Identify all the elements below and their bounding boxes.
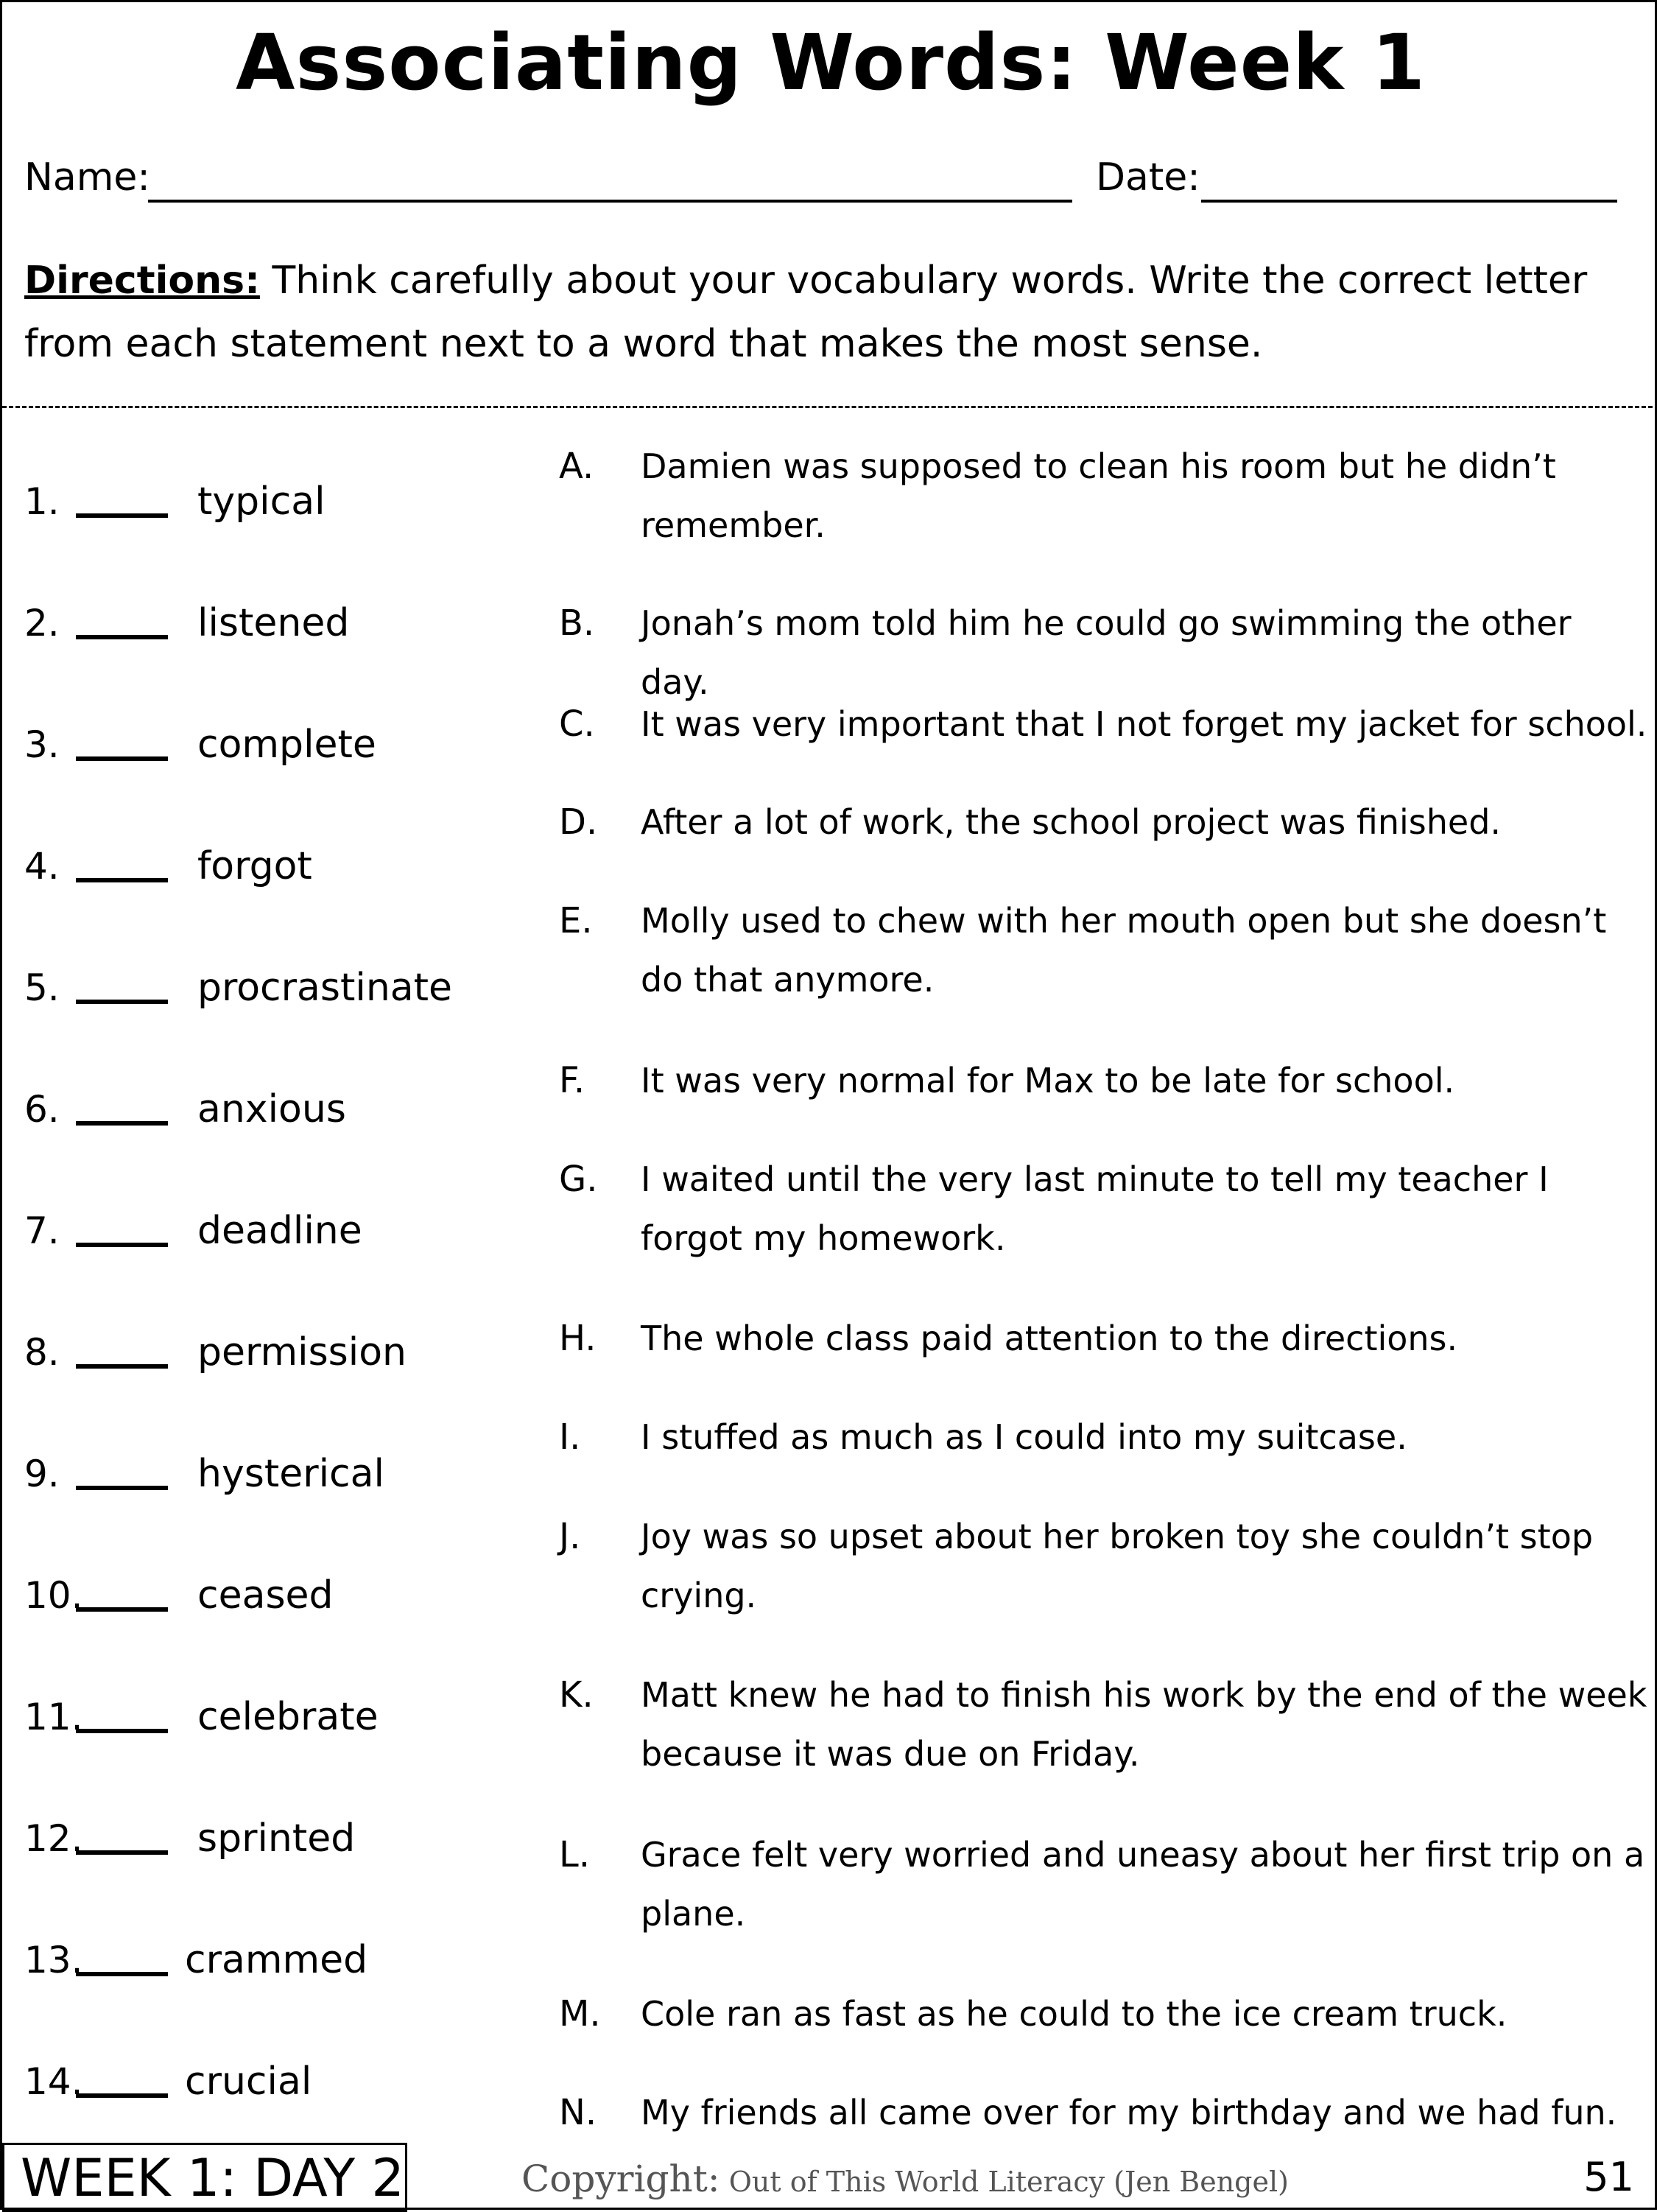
date-line[interactable] [1201,200,1617,203]
statement-text: Molly used to chew with her mouth open but she doesn’t do that anymore. [641,901,1607,1000]
vocab-word: celebrate [197,1695,379,1739]
statement-text: Damien was supposed to clean his room but he didn’t remember. [641,446,1556,545]
word-number: 9. [24,1453,60,1495]
vocab-word: forgot [197,844,312,888]
vocab-word: ceased [197,1573,334,1618]
answer-blank[interactable] [76,756,168,761]
directions [24,249,1608,376]
answer-blank[interactable] [76,1364,168,1369]
word-number: 1. [24,480,60,523]
statement-text: Grace felt very worried and uneasy about her first trip on a plane. [641,1835,1645,1934]
directions-text: Think carefully about your vocabulary words. Write the correct letter from each statement next to a word that makes the most sense. [24,259,1588,366]
word-number: 11. [24,1696,83,1738]
copyright-label: Copyright: [521,2157,720,2200]
dashed-divider [2,406,1657,408]
word-number: 14. [24,2060,83,2103]
answer-blank[interactable] [76,1000,168,1004]
date-label: Date: [1096,155,1200,200]
statement-letter: J. [559,1516,581,1557]
statement-text: Matt knew he had to finish his work by the end of the week because it was due on Friday. [641,1675,1647,1774]
copyright-text: Out of This World Literacy (Jen Bengel) [728,2166,1289,2198]
page-title: Associating Words: Week 1 [236,18,1426,108]
statement-text: After a lot of work, the school project was finished. [641,802,1502,842]
name-label: Name: [24,155,150,200]
vocab-word: typical [197,480,326,524]
statement-letter: F. [559,1060,585,1101]
word-number: 6. [24,1088,60,1131]
statement-text: My friends all came over for my birthday and we had fun. [641,2093,1617,2132]
word-number: 7. [24,1209,60,1252]
vocab-word: permission [197,1330,407,1374]
word-number: 5. [24,966,60,1009]
answer-blank[interactable] [76,513,168,518]
statement-letter: E. [559,900,593,941]
statement-letter: G. [559,1159,598,1200]
vocab-word: sprinted [197,1816,356,1861]
word-number: 8. [24,1331,60,1374]
answer-blank[interactable] [76,2093,168,2098]
statement-letter: I. [559,1416,581,1458]
answer-blank[interactable] [76,1121,168,1126]
answer-blank[interactable] [76,1486,168,1490]
answer-blank[interactable] [76,1243,168,1247]
answer-blank[interactable] [76,1850,168,1855]
name-line[interactable] [148,200,1072,203]
week-day-box [2,2143,407,2212]
copyright [521,2157,1289,2204]
answer-blank[interactable] [76,1607,168,1612]
statement-letter: H. [559,1318,597,1359]
statement-letter: C. [559,703,595,745]
answer-blank[interactable] [76,878,168,882]
answer-blank[interactable] [76,1729,168,1733]
statement-letter: K. [559,1674,594,1716]
vocab-word: complete [197,723,376,767]
answer-blank[interactable] [76,635,168,639]
word-number: 2. [24,602,60,645]
vocab-word: crucial [185,2060,312,2104]
statement-letter: L. [559,1834,590,1875]
statement-text: Joy was so upset about her broken toy she couldn’t stop crying. [641,1517,1594,1615]
week-day-label: WEEK 1: DAY 2 [21,2148,404,2208]
statement-text: Jonah’s mom told him he could go swimming the other day. [641,603,1572,702]
vocab-word: deadline [197,1209,362,1253]
word-number: 12. [24,1817,83,1860]
word-number: 13. [24,1939,83,1981]
statement-text: It was very important that I not forget my jacket for school. [641,704,1647,744]
vocab-word: anxious [197,1087,346,1131]
statement-letter: D. [559,801,598,843]
word-number: 10. [24,1574,83,1617]
directions-label: Directions: [24,259,260,303]
statement-text: I stuffed as much as I could into my suitcase. [641,1417,1407,1457]
statement-text: Cole ran as fast as he could to the ice cream truck. [641,1994,1508,2034]
word-number: 4. [24,845,60,888]
vocab-word: listened [197,601,350,645]
answer-blank[interactable] [76,1972,168,1976]
vocab-word: procrastinate [197,966,453,1010]
statement-text: I waited until the very last minute to tell my teacher I forgot my homework. [641,1159,1549,1258]
statement-letter: A. [559,446,594,487]
vocab-word: crammed [185,1938,368,1982]
vocab-word: hysterical [197,1452,384,1496]
word-number: 3. [24,723,60,766]
page-number: 51 [1583,2154,1634,2200]
statement-letter: N. [559,2092,597,2133]
statement-text: The whole class paid attention to the directions. [641,1319,1458,1358]
statement-letter: B. [559,603,595,644]
statement-letter: M. [559,1993,601,2034]
statement-text: It was very normal for Max to be late for school. [641,1061,1455,1100]
